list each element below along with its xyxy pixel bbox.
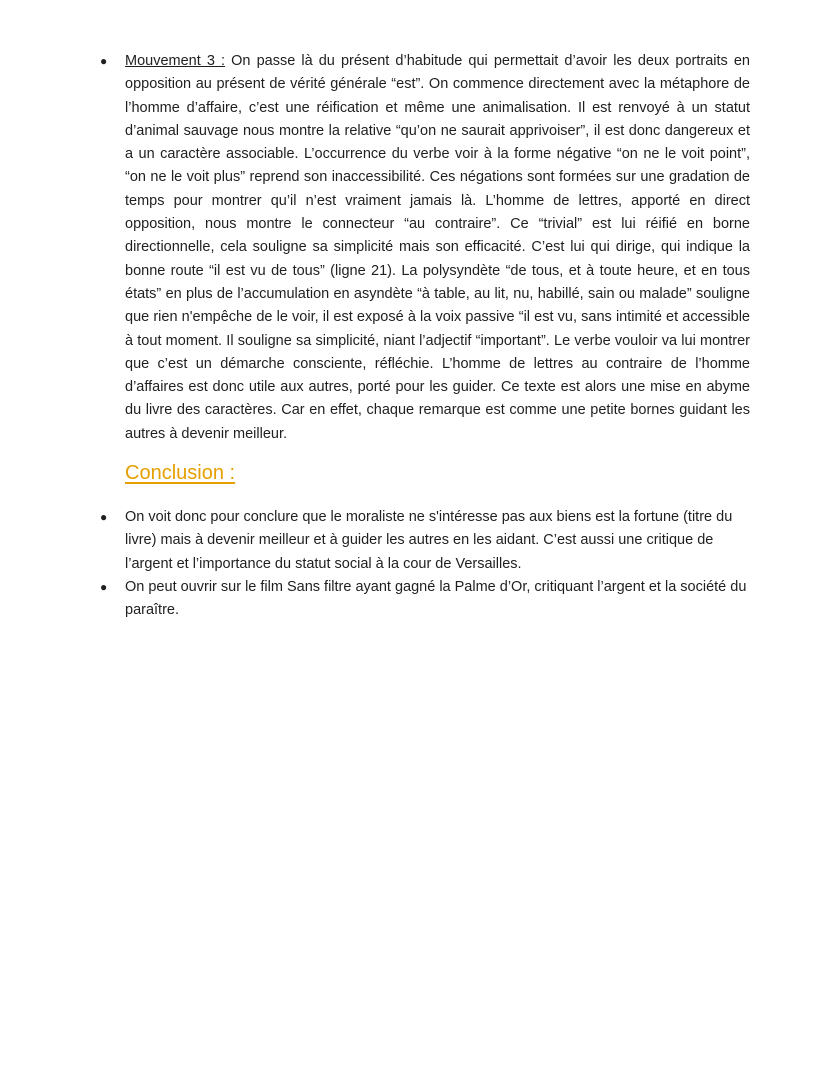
- list-item-movement-3: [100, 50, 750, 446]
- movement-label: Mouvement 3 :: [125, 53, 226, 69]
- conclusion-heading: Conclusion :: [125, 462, 236, 484]
- bullet-icon: ●: [100, 579, 108, 594]
- conclusion-item-text: On voit donc pour conclure que le moraliste ne s'intéresse pas aux biens est la fortune (titre du livre) mais à devenir meilleur et à guider les autres en les aidant. C’est aussi une critique de l’argent et l’importance du statut social à la cour de Versailles.: [125, 509, 733, 572]
- conclusion-list: [100, 506, 750, 622]
- conclusion-item-text: On peut ouvrir sur le film Sans filtre ayant gagné la Palme d’Or, critiquant l’argent et la société du paraître.: [125, 578, 747, 619]
- bullet-icon: ●: [100, 54, 108, 68]
- movement-text: On passe là du présent d’habitude qui permettait d’avoir les deux portraits en opposition au présent de vérité générale “est”. On commence directement avec la métaphore de l’homme d’affaire, c’est une réification et même une animalisation. Il est renvoyé à un statut d’animal sauvage nous montre la relative “qu’on ne saurait apprivoiser”, il est donc dangereux et a un caractère associable. L’occurrence du verbe voir à la forme négative “on ne le voit point”, “on ne le voit plus” reprend son inaccessibilité. Ces négations sont formées sur une gradation de temps pour montrer qu’il n’est vraiment jamais là. L’homme de lettres, apporté en direct opposition, nous montre le connecteur “au contraire”. Ce “trivial” est lui réifié en borne directionnelle, cela souligne sa simplicité mais son efficacité. C’est lui qui dirige, qui indique la bonne route “il est vu de tous” (ligne 21). La polysyndète “de tous, et à toute heure, et en tous états” en plus de l’accumulation en asyndète “à table, au lit, nu, habillé, sain ou malade” souligne que rien n'empêche de le voir, il est exposé à la voix passive “il est vu, sans intimité et accessible à tout moment. Il souligne sa simplicité, niant l’adjectif “important”. Le verbe vouloir va lui montrer que c’est un démarche consciente, réfléchie. L’homme de lettres au contraire de l’homme d’affaires est donc utile aux autres, porté pour les guider. Ce texte est alors une mise en abyme du livre des caractères. Car en effet, chaque remarque est comme une petite bornes guidant les autres à devenir meilleur.: [125, 53, 750, 442]
- list-item: [100, 506, 750, 576]
- movement-list: [100, 50, 750, 446]
- bullet-icon: ●: [100, 510, 108, 524]
- list-item: [100, 576, 750, 623]
